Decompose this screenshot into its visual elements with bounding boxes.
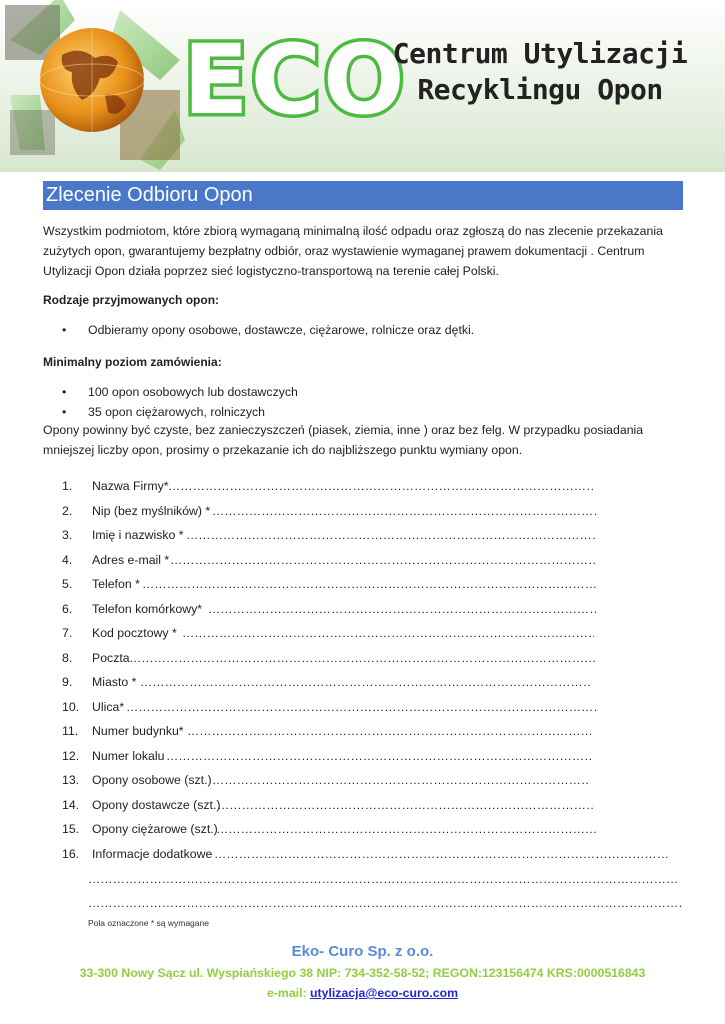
form-field-additional-info[interactable]: 16. Informacje dodatkowe ………………………………………………………………………………………………………………………………………………………………………………… [62, 845, 682, 870]
fill-line[interactable] [214, 845, 670, 863]
form-field-passenger-tires[interactable]: 13. Opony osobowe (szt.) ………………………………………………………………………………………………………………………………………………………………………………… [62, 771, 682, 796]
form-field-postcode[interactable]: 7. Kod pocztowy * ………………………………………………………………………………………………………………………………………………………………………………… [62, 624, 682, 649]
fill-line[interactable] [217, 796, 595, 814]
recycle-globe-logo-icon [0, 0, 185, 172]
form-field-name[interactable]: 3. Imię i nazwisko * ………………………………………………………………………………………………………………………………………………………………………………… [62, 526, 682, 551]
header-banner [0, 0, 725, 172]
fill-line[interactable] [208, 600, 596, 618]
fill-line[interactable] [186, 526, 596, 544]
page-title-bar [43, 181, 683, 210]
form-field-street[interactable]: 10. Ulica* ………………………………………………………………………………………………………………………………………………………………………………… [62, 698, 682, 723]
form-field-truck-tires[interactable]: 15. Opony ciężarowe (szt.) ………………………………………………………………………………………………………………………………………………………………………………… [62, 820, 682, 845]
form-field-city[interactable]: 9. Miasto * ………………………………………………………………………………………………………………………………………………………………………………… [62, 673, 682, 698]
additional-info-line[interactable] [88, 894, 682, 912]
form-field-mobile[interactable]: 6. Telefon komórkowy* ………………………………………………………………………………………………………………………………………………………………………………… [62, 600, 682, 625]
additional-info-line[interactable] [88, 870, 680, 888]
fill-line[interactable] [216, 820, 596, 838]
min-order-heading: Minimalny poziom zamówienia: [43, 355, 222, 369]
form-field-post-office[interactable]: 8. Poczta ………………………………………………………………………………………………………………………………………………………………………………… [62, 649, 682, 674]
footer-company-name: Eko- Curo Sp. z o.o. [291, 943, 434, 960]
fill-line[interactable] [129, 649, 595, 667]
fill-line[interactable] [212, 771, 590, 789]
footer-address: 33-300 Nowy Sącz ul. Wyspiańskiego 38 NIP: 734-352-58-52; REGON:123156474 KRS:0000516843 [79, 966, 646, 980]
eco-logo-text: ECO [183, 24, 407, 136]
types-heading: Rodzaje przyjmowanych opon: [43, 293, 220, 307]
fill-line[interactable] [168, 477, 595, 495]
fill-line[interactable] [212, 502, 596, 520]
form-field-email[interactable]: 4. Adres e-mail * ………………………………………………………………………………………………………………………………………………………………………………… [62, 551, 682, 576]
min-order-list [62, 382, 662, 422]
fill-line[interactable] [170, 551, 596, 569]
banner-title-line2: Recyklingu Opon [417, 73, 663, 106]
fill-line[interactable] [140, 673, 592, 691]
fill-line[interactable] [142, 575, 596, 593]
banner-title [380, 36, 700, 108]
list-item: • 100 opon osobowych lub dostawczych [62, 382, 662, 402]
form-field-phone[interactable]: 5. Telefon * ………………………………………………………………………………………………………………………………………………………………………………… [62, 575, 682, 600]
types-list [62, 320, 662, 340]
form-field-nip[interactable]: 2. Nip (bez myślników) * ………………………………………………………………………………………………………………………………………………………………………………… [62, 502, 682, 527]
fill-line[interactable] [187, 722, 591, 740]
order-form [62, 477, 682, 869]
form-field-building-number[interactable]: 11. Numer budynku* ………………………………………………………………………………………………………………………………………………………………………………… [62, 722, 682, 747]
page-title: Zlecenie Odbioru Opon [46, 184, 253, 206]
banner-title-line1: Centrum Utylizacji [392, 37, 688, 70]
form-field-delivery-tires[interactable]: 14. Opony dostawcze (szt.) ………………………………………………………………………………………………………………………………………………………………………………… [62, 796, 682, 821]
footer-email-label: e-mail: [266, 986, 311, 1000]
fill-line[interactable] [126, 698, 596, 716]
intro-paragraph: Wszystkim podmiotom, które zbiorą wymaganą minimalną ilość odpadu oraz zgłoszą do nas zlecenie przekazania zużytych opon, gwarantujemy bezpłatny odbiór, oraz wystawienie wymaganej prawem dokumentacji . Centrum Utylizacji Opon działa poprzez sieć logistyczno-transportową na terenie całej Polski. [43, 224, 663, 278]
list-item: • 35 opon ciężarowych, rolniczych [62, 402, 662, 422]
fill-line[interactable] [182, 624, 594, 642]
form-field-apartment-number[interactable]: 12. Numer lokalu ………………………………………………………………………………………………………………………………………………………………………………… [62, 747, 682, 772]
required-fields-note: Pola oznaczone * są wymagane [88, 918, 209, 928]
footer-email-line [0, 986, 725, 1000]
form-field-company[interactable]: 1. Nazwa Firmy* ………………………………………………………………………………………………………………………………………………………………………………… [62, 477, 682, 502]
note-paragraph: Opony powinny być czyste, bez zanieczyszczeń (piasek, ziemia, inne ) oraz bez felg. W przypadku posiadania mniejszej liczby opon, prosimy o przekazanie ich do najbliższego punktu wymiany opon. [43, 423, 644, 457]
fill-line[interactable] [166, 747, 592, 765]
footer-email-link[interactable]: utylizacja@eco-curo.com [310, 986, 459, 1000]
list-item: • Odbieramy opony osobowe, dostawcze, ciężarowe, rolnicze oraz dętki. [62, 320, 662, 340]
